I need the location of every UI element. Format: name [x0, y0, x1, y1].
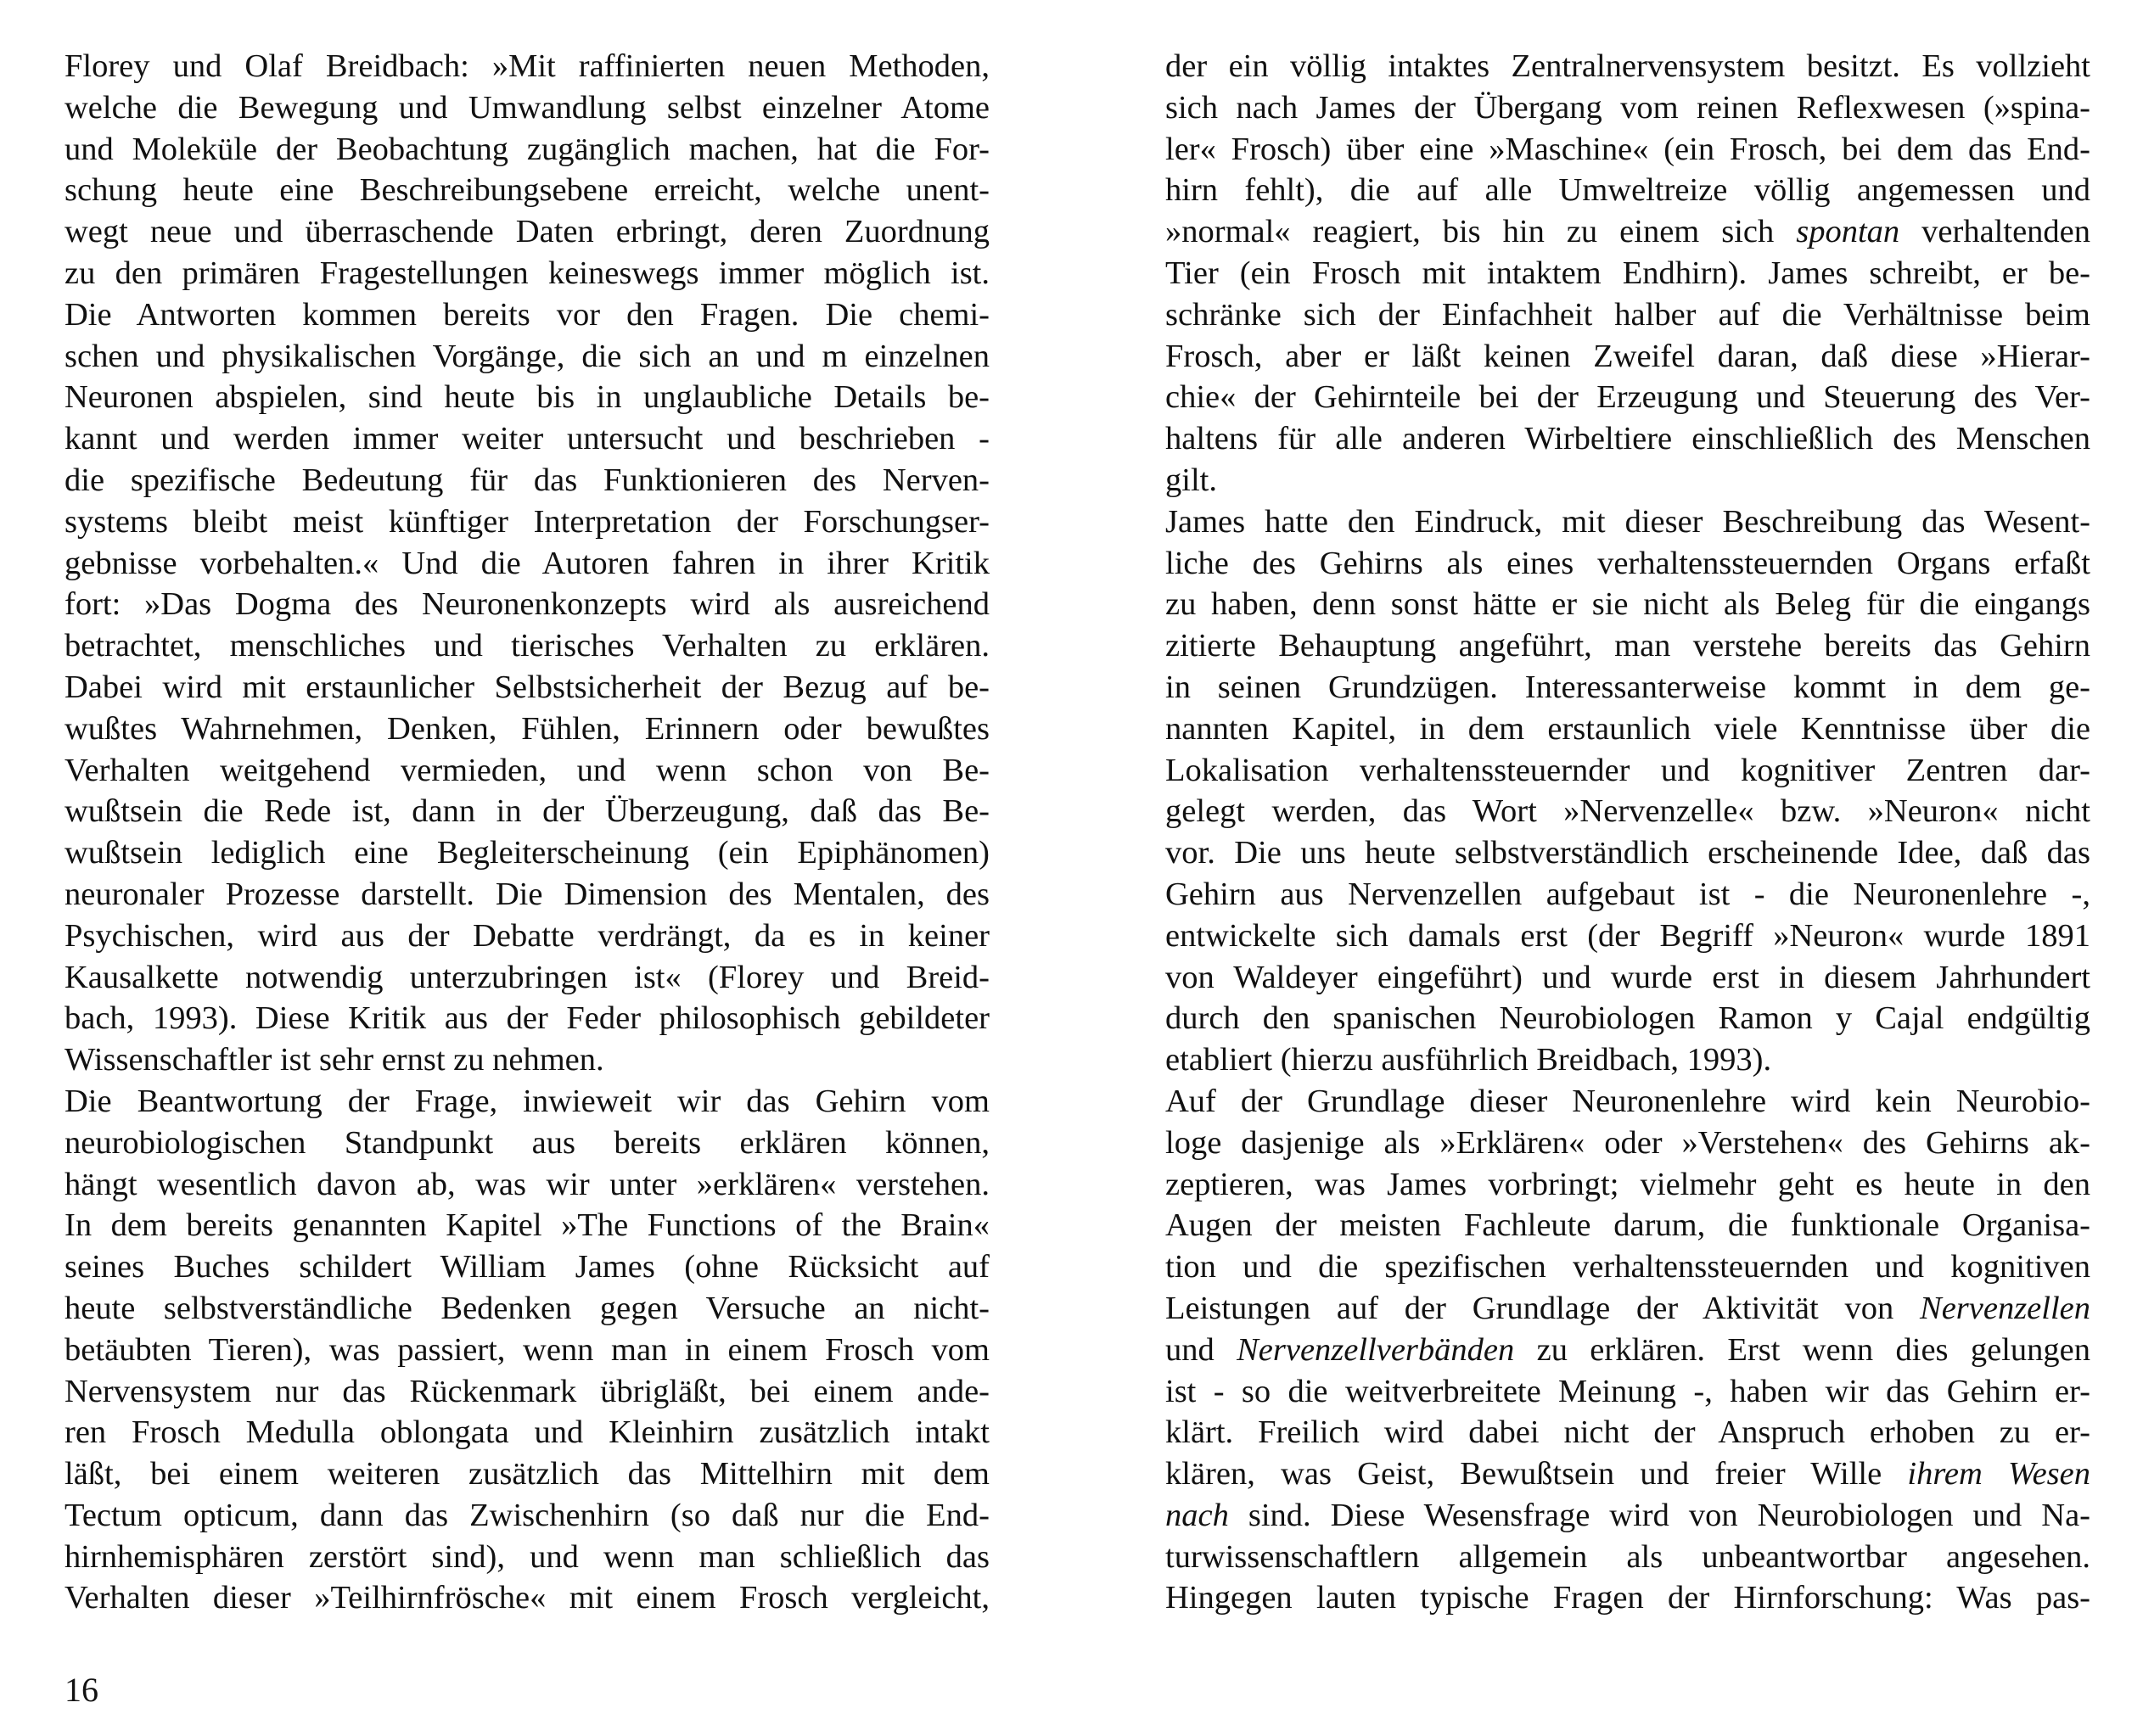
text-segment: zu erklären. Erst wenn dies gelungen	[1514, 1331, 2090, 1368]
text-line	[1165, 667, 2090, 708]
text-segment: klärt. Freilich wird dabei nicht der Anspruch erhoben zu er-	[1165, 1414, 2090, 1451]
text-segment: durch den spanischen Neurobiologen Ramon y Cajal endgültig	[1165, 1000, 2090, 1037]
text-line	[1165, 832, 2090, 874]
text-line	[1165, 170, 2090, 211]
italic-text-segment: nach	[1165, 1497, 1229, 1533]
text-line: die spezifische Bedeutung für das Funktionieren des Nerven-	[65, 462, 990, 498]
text-segment: hirn fehlt), die auf alle Umweltreize völlig angemessen und	[1165, 172, 2090, 209]
text-segment: nannten Kapitel, in dem erstaunlich viele Kenntnisse über die	[1165, 710, 2090, 747]
text-line: neurobiologischen Standpunkt aus bereits erklären können,	[65, 1124, 990, 1161]
text-line	[1165, 708, 2090, 750]
text-segment: gelegt werden, das Wort »Nervenzelle« bzw. »Neuron« nicht	[1165, 793, 2090, 830]
text-segment: entwickelte sich damals erst (der Begriff »Neuron« wurde 1891	[1165, 917, 2090, 954]
text-line: Dabei wird mit erstaunlicher Selbstsicherheit der Bezug auf be-	[65, 669, 990, 705]
text-line	[1165, 1288, 2090, 1330]
page-number: 16	[65, 1671, 98, 1709]
text-line: Florey und Olaf Breidbach: »Mit raffinierten neuen Methoden,	[65, 48, 990, 84]
text-line	[1165, 1412, 2090, 1453]
text-line: kannt und werden immer weiter untersucht und beschrieben -	[65, 421, 990, 457]
text-segment: turwissenschaftlern allgemein als unbeantwortbar angesehen.	[1165, 1538, 2090, 1575]
text-line: Verhalten dieser »Teilhirnfrösche« mit einem Frosch vergleicht,	[65, 1580, 990, 1616]
text-line	[1165, 1205, 2090, 1246]
text-line: heute selbstverständliche Bedenken gegen Versuche an nicht-	[65, 1290, 990, 1326]
text-segment: Auf der Grundlage dieser Neuronenlehre wird kein Neurobio-	[1165, 1083, 2090, 1119]
text-line: Die Beantwortung der Frage, inwieweit wir das Gehirn vom	[65, 1083, 990, 1119]
text-line: betrachtet, menschliches und tierisches Verhalten zu erklären.	[65, 628, 990, 664]
text-segment: ler« Frosch) über eine »Maschine« (ein Frosch, bei dem das End-	[1165, 131, 2090, 167]
text-segment: der ein völlig intaktes Zentralnervensystem besitzt. Es vollzieht	[1165, 48, 2090, 84]
text-line	[1165, 418, 2090, 460]
text-line: läßt, bei einem weiteren zusätzlich das Mittelhirn mit dem	[65, 1456, 990, 1492]
text-segment: von Waldeyer eingeführt) und wurde erst in diesem Jahrhundert	[1165, 959, 2090, 995]
text-line: ren Frosch Medulla oblongata und Kleinhirn zusätzlich intakt	[65, 1414, 990, 1451]
text-segment: ist - so die weitverbreitete Meinung -, haben wir das Gehirn er-	[1165, 1373, 2090, 1409]
text-line: Tectum opticum, dann das Zwischenhirn (so daß nur die End-	[65, 1497, 990, 1533]
text-line	[1165, 750, 2090, 792]
text-line	[1165, 460, 2090, 501]
text-segment: Hingegen lauten typische Fragen der Hirnforschung: Was pas-	[1165, 1580, 2090, 1616]
text-line: wußtes Wahrnehmen, Denken, Fühlen, Erinnern oder bewußtes	[65, 710, 990, 747]
text-line: wußtsein lediglich eine Begleiterscheinung (ein Epiphänomen)	[65, 835, 990, 871]
text-segment: chie« der Gehirnteile bei der Erzeugung und Steuerung des Ver-	[1165, 379, 2090, 416]
text-line: Nervensystem nur das Rückenmark übrigläßt, bei einem ande-	[65, 1373, 990, 1409]
text-line	[1165, 377, 2090, 418]
text-line: bach, 1993). Diese Kritik aus der Feder philosophisch gebildeter	[65, 1000, 990, 1037]
text-line	[1165, 791, 2090, 832]
text-segment: klären, was Geist, Bewußtsein und freier Wille	[1165, 1456, 1908, 1492]
text-line	[1165, 1330, 2090, 1371]
text-segment: zeptieren, was James vorbringt; vielmehr geht es heute in den	[1165, 1166, 2090, 1202]
text-line: Kausalkette notwendig unterzubringen ist« (Florey und Breid-	[65, 959, 990, 995]
text-line	[1165, 1081, 2090, 1123]
text-line	[1165, 1495, 2090, 1537]
text-segment: verhaltenden	[1899, 214, 2090, 250]
text-segment: liche des Gehirns als eines verhaltenssteuernden Organs erfaßt	[1165, 545, 2090, 581]
text-line	[1165, 1246, 2090, 1288]
text-line: hirnhemisphären zerstört sind), und wenn man schließlich das	[65, 1538, 990, 1575]
text-line	[1165, 501, 2090, 543]
text-segment: etabliert (hierzu ausführlich Breidbach, 1993).	[1165, 1042, 1772, 1078]
text-line	[1165, 1371, 2090, 1413]
text-line	[1165, 294, 2090, 336]
text-segment: »normal« reagiert, bis hin zu einem sich	[1165, 214, 1797, 250]
text-line: Wissenschaftler ist sehr ernst zu nehmen.	[65, 1042, 604, 1078]
text-segment: sich nach James der Übergang vom reinen Reflexwesen (»spina-	[1165, 89, 2090, 126]
text-line: fort: »Das Dogma des Neuronenkonzepts wird als ausreichend	[65, 586, 990, 623]
text-line: gebnisse vorbehalten.« Und die Autoren fahren in ihrer Kritik	[65, 545, 990, 581]
text-segment: in seinen Grundzügen. Interessanterweise kommt in dem ge-	[1165, 669, 2090, 705]
text-line: In dem bereits genannten Kapitel »The Functions of the Brain«	[65, 1207, 990, 1244]
text-segment: haltens für alle anderen Wirbeltiere einschließlich des Menschen	[1165, 421, 2090, 457]
text-line	[1165, 129, 2090, 171]
text-line: Neuronen abspielen, sind heute bis in unglaubliche Details be-	[65, 379, 990, 416]
text-segment: Gehirn aus Nervenzellen aufgebaut ist - die Neuronenlehre -,	[1165, 876, 2090, 912]
text-segment: Augen der meisten Fachleute darum, die funktionale Organisa-	[1165, 1207, 2090, 1244]
text-line	[1165, 584, 2090, 625]
text-line	[1165, 253, 2090, 294]
text-line	[1165, 87, 2090, 129]
text-segment: tion und die spezifischen verhaltenssteuernden und kognitiven	[1165, 1249, 2090, 1285]
text-line: seines Buches schildert William James (ohne Rücksicht auf	[65, 1249, 990, 1285]
text-segment: schränke sich der Einfachheit halber auf die Verhältnisse beim	[1165, 296, 2090, 333]
text-line	[1165, 46, 2090, 87]
italic-text-segment: ihrem Wesen	[1907, 1456, 2090, 1492]
text-line: zu den primären Fragestellungen keineswegs immer möglich ist.	[65, 255, 990, 291]
text-line	[1165, 625, 2090, 667]
text-line	[1165, 211, 2090, 253]
text-line: und Moleküle der Beobachtung zugänglich machen, hat die For-	[65, 131, 990, 167]
text-line: systems bleibt meist künftiger Interpretation der Forschungser-	[65, 503, 990, 540]
text-line: schung heute eine Beschreibungsebene erreicht, welche unent-	[65, 172, 990, 209]
text-line	[1165, 336, 2090, 378]
text-line	[1165, 1577, 2090, 1619]
text-segment: und	[1165, 1331, 1237, 1368]
text-segment: vor. Die uns heute selbstverständlich erscheinende Idee, daß das	[1165, 835, 2090, 871]
text-line	[1165, 998, 2090, 1039]
text-segment: zu haben, denn sonst hätte er sie nicht als Beleg für die eingangs	[1165, 586, 2090, 623]
italic-text-segment: spontan	[1796, 214, 1900, 250]
italic-text-segment: Nervenzellen	[1920, 1290, 2090, 1326]
text-line	[1165, 957, 2090, 999]
text-segment: Leistungen auf der Grundlage der Aktivität von	[1165, 1290, 1921, 1326]
text-segment: sind. Diese Wesensfrage wird von Neurobiologen und Na-	[1228, 1497, 2090, 1533]
text-line: wußtsein die Rede ist, dann in der Überzeugung, daß das Be-	[65, 793, 990, 830]
text-segment: loge dasjenige als »Erklären« oder »Verstehen« des Gehirns ak-	[1165, 1124, 2090, 1161]
text-segment: Tier (ein Frosch mit intaktem Endhirn). James schreibt, er be-	[1165, 255, 2090, 291]
text-line: neuronaler Prozesse darstellt. Die Dimension des Mentalen, des	[65, 876, 990, 912]
text-line	[1165, 1123, 2090, 1164]
text-line	[1165, 916, 2090, 957]
text-line	[1165, 1537, 2090, 1578]
text-line	[1165, 1164, 2090, 1206]
text-line: wegt neue und überraschende Daten erbringt, deren Zuordnung	[65, 214, 990, 250]
text-line: Psychischen, wird aus der Debatte verdrängt, da es in keiner	[65, 917, 990, 954]
text-segment: Lokalisation verhaltenssteuernder und kognitiver Zentren dar-	[1165, 752, 2090, 788]
text-line: welche die Bewegung und Umwandlung selbst einzelner Atome	[65, 89, 990, 126]
text-line	[1165, 874, 2090, 916]
text-line	[1165, 543, 2090, 585]
text-line	[1165, 1039, 2090, 1081]
italic-text-segment: Nervenzellverbänden	[1237, 1331, 1515, 1368]
text-line: Verhalten weitgehend vermieden, und wenn schon von Be-	[65, 752, 990, 788]
text-segment: zitierte Behauptung angeführt, man verstehe bereits das Gehirn	[1165, 628, 2090, 664]
left-text-column	[65, 46, 990, 1619]
text-segment: James hatte den Eindruck, mit dieser Beschreibung das Wesent-	[1165, 503, 2090, 540]
text-line: betäubten Tieren), was passiert, wenn man in einem Frosch vom	[65, 1331, 990, 1368]
text-line: schen und physikalischen Vorgänge, die sich an und m einzelnen	[65, 338, 990, 374]
text-segment: gilt.	[1165, 462, 1217, 498]
text-line: hängt wesentlich davon ab, was wir unter »erklären« verstehen.	[65, 1166, 990, 1202]
text-segment: Frosch, aber er läßt keinen Zweifel daran, daß diese »Hierar-	[1165, 338, 2090, 374]
text-line: Die Antworten kommen bereits vor den Fragen. Die chemi-	[65, 296, 990, 333]
text-line	[1165, 1453, 2090, 1495]
right-text-column	[1165, 46, 2090, 1619]
